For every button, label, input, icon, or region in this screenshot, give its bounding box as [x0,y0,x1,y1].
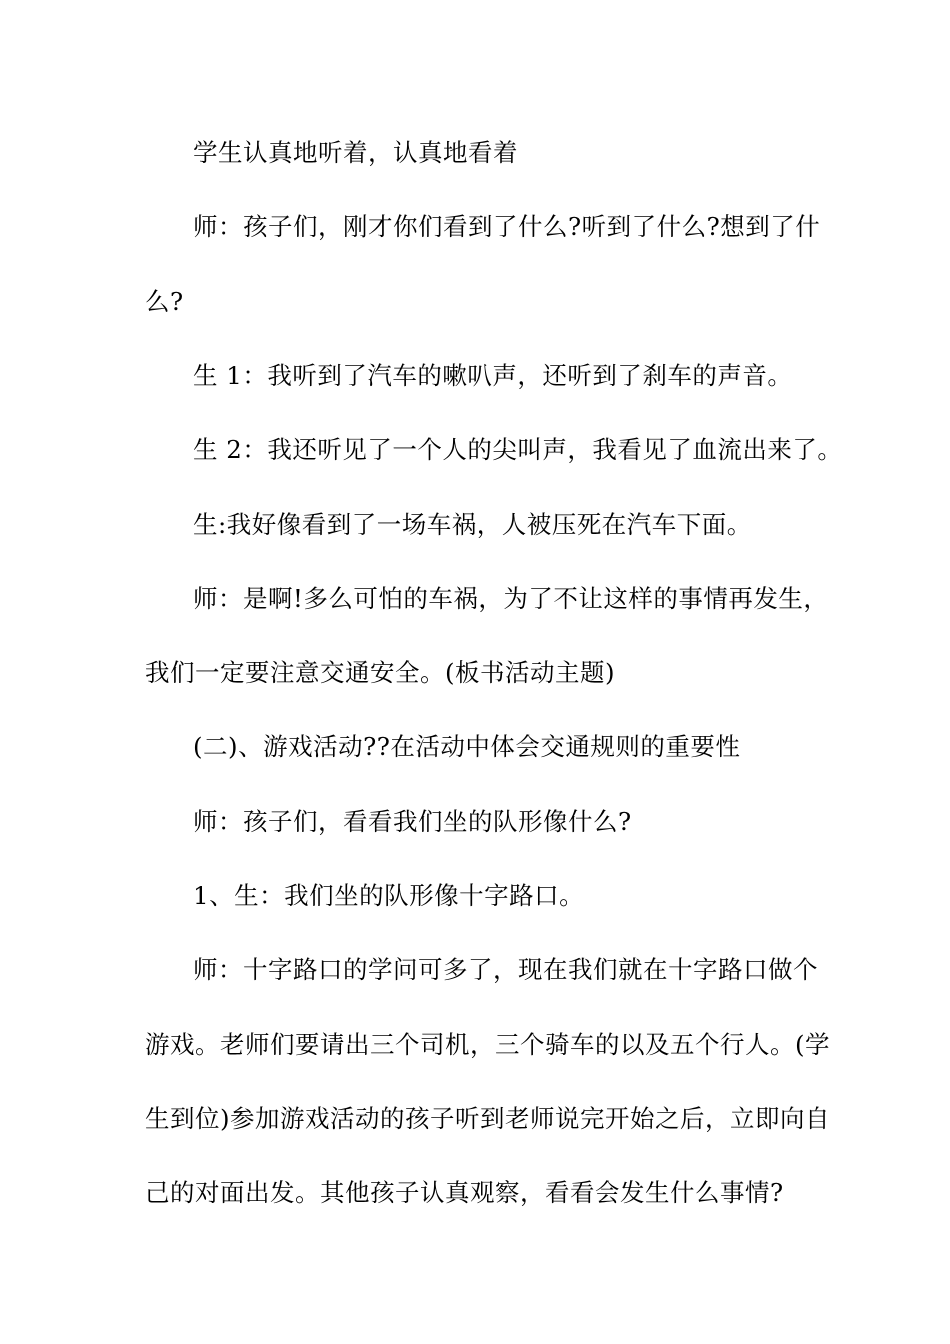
paragraph-student-3: 生:我好像看到了一场车祸，人被压死在汽车下面。 [193,510,752,539]
paragraph-teacher-game-cont-2: 生到位)参加游戏活动的孩子听到老师说完开始之后，立即向自 [145,1104,831,1133]
paragraph-student-crossroads: 1、生：我们坐的队形像十字路口。 [193,881,585,910]
paragraph-teacher-question: 师：孩子们，刚才你们看到了什么?听到了什么?想到了什 [193,212,821,241]
paragraph-teacher-game: 师：十字路口的学问可多了，现在我们就在十字路口做个 [193,955,818,984]
paragraph-student-1: 生 1：我听到了汽车的嗽叭声，还听到了刹车的声音。 [193,361,793,390]
paragraph-student-2: 生 2：我还听见了一个人的尖叫声，我看见了血流出来了。 [193,435,843,464]
paragraph-teacher-response: 师：是啊!多么可怕的车祸，为了不让这样的事情再发生， [193,584,829,613]
section-heading-game-activity: (二)、游戏活动??在活动中体会交通规则的重要性 [193,732,741,761]
paragraph-students-listening: 学生认真地听着，认真地看着 [193,138,518,167]
paragraph-teacher-response-cont: 我们一定要注意交通安全。(板书活动主题) [145,658,616,687]
paragraph-teacher-game-cont-3: 己的对面出发。其他孩子认真观察，看看会发生什么事情? [145,1178,784,1207]
paragraph-teacher-question-cont: 么? [145,287,184,316]
paragraph-teacher-formation: 师：孩子们，看看我们坐的队形像什么? [193,807,632,836]
paragraph-teacher-game-cont-1: 游戏。老师们要请出三个司机，三个骑车的以及五个行人。(学 [145,1030,831,1059]
